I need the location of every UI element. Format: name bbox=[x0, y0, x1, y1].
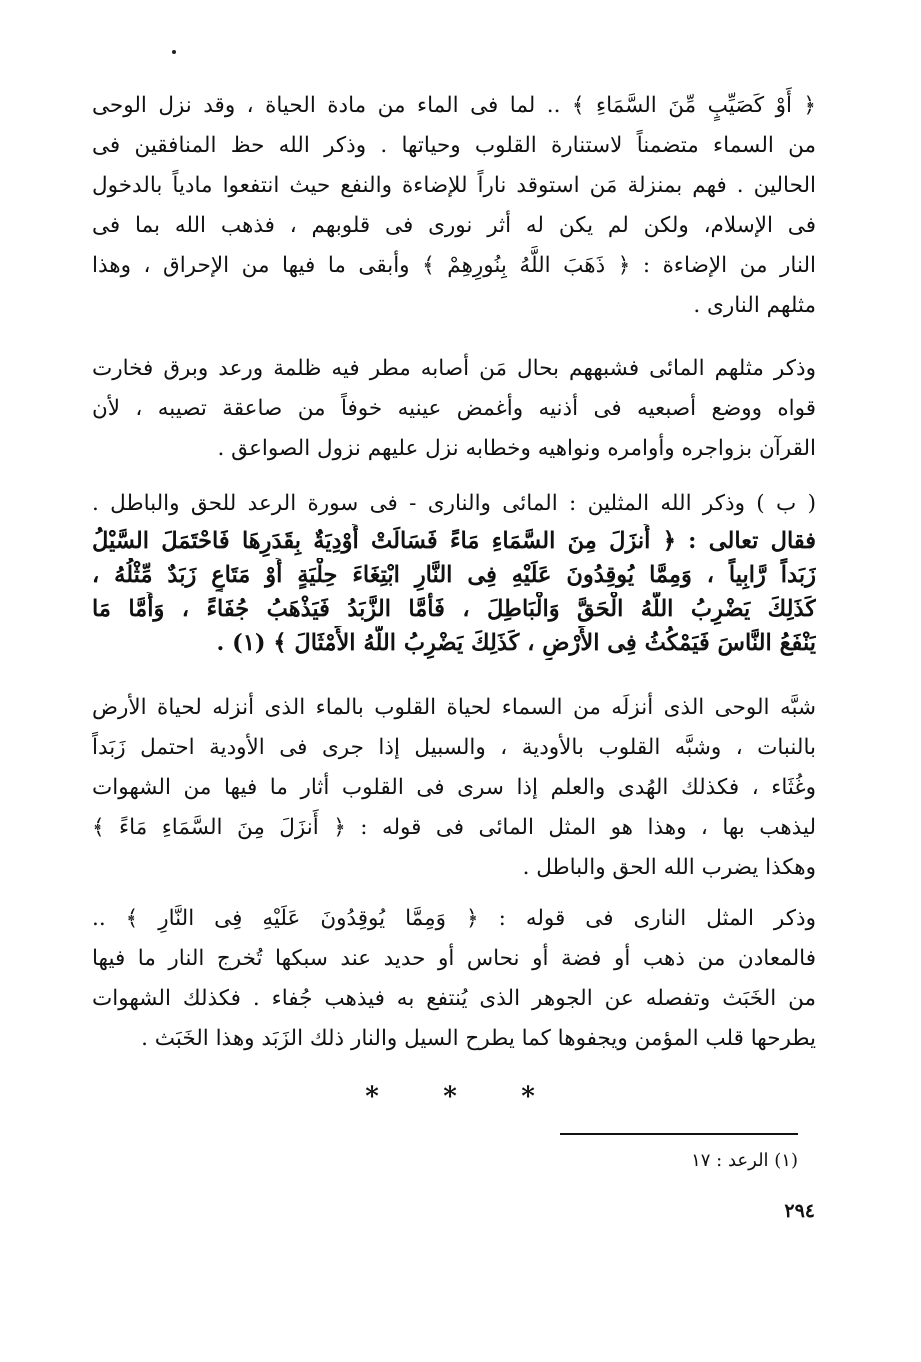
footnote-separator bbox=[560, 1133, 798, 1135]
paragraph-line: وذكر مثلهم المائى فشبههم بحال مَن أصابه مطر فيه ظلمة ورعد وبرق فخارت bbox=[92, 356, 816, 381]
paragraph-line: قواه ووضع أصبعيه فى أذنيه وأغمض عينيه خوفاً من صاعقة تصيبه ، لأن bbox=[92, 396, 816, 421]
paragraph-line: وهكذا يضرب الله الحق والباطل . bbox=[522, 855, 816, 880]
paragraph-line: شبَّه الوحى الذى أنزلَه من السماء لحياة القلوب بالماء الذى أنزله لحياة الأرض bbox=[92, 695, 816, 720]
paragraph-line: فالمعادن من ذهب أو فضة أو نحاس أو حديد عند سبكها تُخرج النار ما فيها bbox=[92, 946, 816, 971]
paragraph-line: الحالين . فهم بمنزلة مَن استوقد ناراً للإضاءة والنفع حيث انتفعوا مادياً بالدخول bbox=[92, 173, 816, 198]
paragraph-line: مثلهم النارى . bbox=[693, 293, 816, 318]
paragraph-line: بالنبات ، وشبَّه القلوب بالأودية ، والسبيل إذا جرى فى الأودية احتمل زَبَداً bbox=[92, 735, 816, 760]
paragraph-line: ( ب ) وذكر الله المثلين : المائى والنارى - فى سورة الرعد للحق والباطل . bbox=[92, 491, 816, 516]
ink-speck bbox=[172, 50, 176, 54]
paragraph-2 bbox=[92, 349, 816, 469]
section-divider bbox=[330, 1082, 570, 1112]
paragraph-line: من الخَبَث وتفصله عن الجوهر الذى يُنتفع به فيذهب جُفاء . فكذلك الشهوات bbox=[92, 986, 816, 1011]
paragraph-line: من السماء متضمناً لاستنارة القلوب وحياتها . وذكر الله حظ المنافقين فى bbox=[92, 133, 816, 158]
paragraph-4 bbox=[92, 688, 816, 888]
verse-line: فقال تعالى : ﴿ أَنزَلَ مِنَ السَّمَاءِ مَاءً فَسَالَتْ أَوْدِيَةٌ بِقَدَرِهَا فَاحْتَمَلَ السَّيْلُ bbox=[92, 528, 816, 554]
paragraph-line: ﴿ أَوْ كَصَيِّبٍ مِّنَ السَّمَاءِ ﴾ .. لما فى الماء من مادة الحياة ، وقد نزل الوحى bbox=[92, 93, 816, 118]
asterisk-ornament: * bbox=[521, 1082, 535, 1112]
asterisk-ornament: * bbox=[365, 1082, 379, 1112]
paragraph-line: ليذهب بها ، وهذا هو المثل المائى فى قوله : ﴿ أَنزَلَ مِنَ السَّمَاءِ مَاءً ﴾ bbox=[92, 815, 816, 840]
asterisk-ornament: * bbox=[443, 1082, 457, 1112]
verse-line: زَبَداً رَّابِياً ، وَمِمَّا يُوقِدُونَ عَلَيْهِ فِى النَّارِ ابْتِغَاءَ حِلْيَةٍ أَوْ مَتَاعٍ زَبَدٌ مِّثْلُهُ ، bbox=[92, 562, 816, 588]
paragraph-line: فى الإسلام، ولكن لم يكن له أثر نورى فى قلوبهم ، فذهب الله بما فى bbox=[92, 213, 816, 238]
paragraph-3 bbox=[92, 484, 816, 660]
verse-line: كَذَلِكَ يَضْرِبُ اللَّهُ الْحَقَّ وَالْبَاطِلَ ، فَأَمَّا الزَّبَدُ فَيَذْهَبُ جُفَاءً ، وَأَمَّا مَا bbox=[92, 596, 816, 622]
page-number: ٢٩٤ bbox=[784, 1200, 815, 1222]
footnote: (١) الرعد : ١٧ bbox=[691, 1150, 798, 1171]
paragraph-line: وغُثَاء ، فكذلك الهُدى والعلم إذا سرى فى القلوب أثار ما فيها من الشهوات bbox=[92, 775, 816, 800]
paragraph-5 bbox=[92, 899, 816, 1059]
paragraph-line: القرآن بزواجره وأوامره ونواهيه وخطابه نزل عليهم نزول الصواعق . bbox=[217, 436, 816, 461]
verse-line: يَنْفَعُ النَّاسَ فَيَمْكُثُ فِى الأَرْضِ ، كَذَلِكَ يَضْرِبُ اللَّهُ الأَمْثَالَ ﴾ (١) . bbox=[216, 630, 816, 656]
paragraph-line: يطرحها قلب المؤمن ويجفوها كما يطرح السيل والنار ذلك الزَبَد وهذا الخَبَث . bbox=[141, 1026, 816, 1051]
paragraph-line: وذكر المثل النارى فى قوله : ﴿ وَمِمَّا يُوقِدُونَ عَلَيْهِ فِى النَّارِ ﴾ .. bbox=[92, 906, 816, 931]
paragraph-1 bbox=[92, 86, 816, 326]
paragraph-line: النار من الإضاءة : ﴿ ذَهَبَ اللَّهُ بِنُورِهِمْ ﴾ وأبقى ما فيها من الإحراق ، وهذا bbox=[92, 253, 816, 278]
